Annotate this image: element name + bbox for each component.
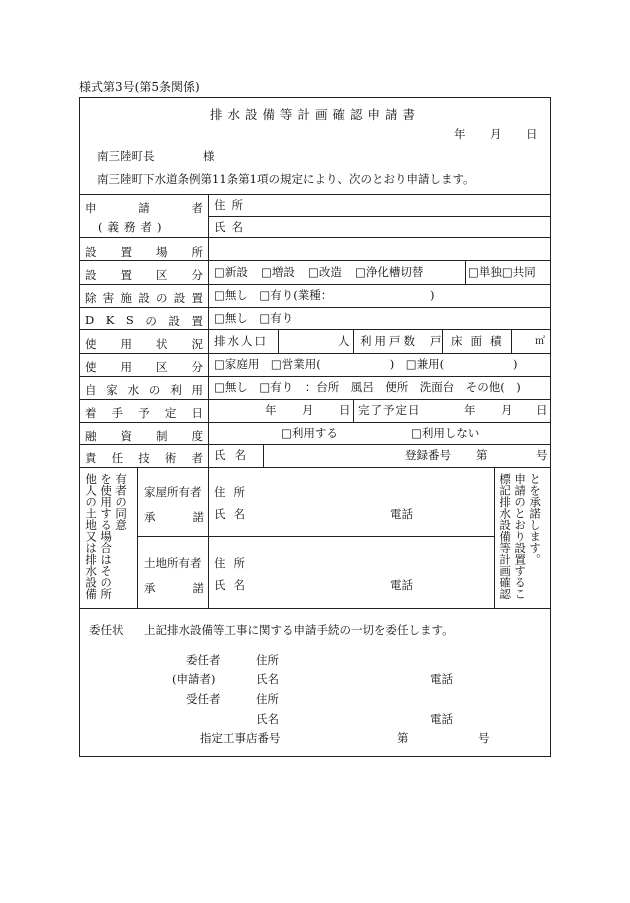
addressee-name: 南三陸町長 (97, 149, 155, 163)
land-owner-address: 住所 (214, 556, 253, 570)
house-owner-name: 氏名 (214, 507, 253, 521)
category-option-remodel[interactable]: □改造 (308, 265, 342, 279)
delegatee-label: 受任者 (186, 692, 221, 706)
completion-year: 年 (464, 403, 476, 417)
consent-left-col-3: 有者の同意 (114, 473, 129, 531)
form-number: 様式第3号(第5条関係) (79, 80, 200, 94)
engineer-label: 責 任 技 術 者 (85, 451, 203, 465)
consent-left-col-1: 他人の土地又は排水設備 (84, 473, 99, 600)
house-owner-address: 住所 (214, 485, 253, 499)
consent-right-col-3: とを承諾します。 (528, 473, 543, 565)
consent-left-col-2: を使用する場合はその所 (99, 473, 114, 600)
floor-area-label: 床面積 (451, 334, 510, 348)
delegator-address: 住所 (256, 653, 279, 667)
date-day: 日 (526, 127, 538, 141)
location-label: 設 置 場 所 (85, 245, 203, 259)
contractor-number-label: 指定工事店番号 (200, 731, 281, 745)
consent-right-col-1: 標記排水設備等計画確認 (498, 473, 513, 600)
engineer-reg-go: 号 (536, 448, 548, 462)
delegatee-phone: 電話 (430, 712, 453, 726)
intro-statement: 南三陸町下水道条例第11条第1項の規定により、次のとおり申請します。 (97, 172, 475, 186)
person-unit: 人 (338, 334, 350, 348)
category-option-new[interactable]: □新設 (214, 265, 248, 279)
delegator-label: 委任者 (186, 653, 221, 667)
usage-status-label: 使 用 状 況 (85, 337, 203, 351)
house-owner-phone: 電話 (390, 507, 413, 521)
applicant-paren-label: (申請者) (172, 672, 216, 686)
households-label: 利用戸数 (360, 334, 418, 348)
dks-value[interactable]: □無し □有り (214, 311, 294, 325)
engineer-reg-label: 登録番号 (405, 448, 451, 462)
category-label: 設 置 区 分 (85, 268, 203, 282)
completion-day: 日 (536, 403, 548, 417)
engineer-name-label: 氏名 (214, 448, 255, 462)
application-form (79, 97, 551, 757)
contractor-number-dai: 第 (397, 731, 409, 745)
category-option-septic[interactable]: □浄化槽切替 (355, 265, 424, 279)
date-year: 年 (454, 127, 466, 141)
category-option-expand[interactable]: □増設 (261, 265, 295, 279)
applicant-sub-label: (義務者) (98, 220, 167, 234)
applicant-label: 申 請 者 (85, 201, 203, 215)
drain-population-label: 排水人口 (214, 334, 268, 348)
well-water-value[interactable]: □無し □有り ：台所 風呂 便所 洗面台 その他( ) (214, 380, 521, 394)
delegation-statement: 上記排水設備等工事に関する申請手続の一切を委任します。 (144, 623, 454, 637)
land-owner-name: 氏名 (214, 578, 253, 592)
abatement-label: 除 害 施 設 の 設 置 (85, 291, 203, 305)
usage-type-value[interactable]: □家庭用 □営業用( ) □兼用( ) (214, 357, 518, 371)
well-water-label: 自 家 水 の 利 用 (85, 383, 203, 397)
form-title: 排水設備等計画確認申請書 (209, 107, 420, 122)
dks-label: D K S の 設 置 (85, 313, 203, 328)
applicant-name-label: 氏名 (214, 220, 249, 234)
household-unit: 戸 (430, 334, 442, 348)
start-day: 日 (339, 403, 351, 417)
consent-right-col-2: 申請のとおり設置するこ (513, 473, 528, 600)
addressee-honorific: 様 (203, 149, 215, 163)
start-month: 月 (302, 403, 314, 417)
date-month: 月 (490, 127, 502, 141)
area-unit: ㎡ (535, 336, 545, 347)
abatement-value[interactable]: □無し □有り(業種： ) (214, 288, 435, 302)
start-date-label: 着 手 予 定 日 (85, 406, 203, 420)
contractor-number-go: 号 (478, 731, 490, 745)
completion-month: 月 (501, 403, 513, 417)
delegatee-name: 氏名 (256, 712, 279, 726)
house-owner-consent: 承 諾 (144, 510, 204, 524)
land-owner-phone: 電話 (390, 578, 413, 592)
engineer-reg-dai: 第 (476, 448, 488, 462)
applicant-address-label: 住所 (214, 198, 249, 212)
financing-no-use[interactable]: □利用しない (411, 426, 480, 440)
category-option-single-shared[interactable]: □単独□共同 (468, 265, 536, 279)
usage-type-label: 使 用 区 分 (85, 360, 203, 374)
house-owner-label: 家屋所有者 (144, 485, 202, 499)
delegation-title: 委任状 (89, 623, 124, 637)
delegator-phone: 電話 (430, 672, 453, 686)
delegatee-address: 住所 (256, 692, 279, 706)
land-owner-consent: 承 諾 (144, 581, 204, 595)
land-owner-label: 土地所有者 (144, 556, 202, 570)
completion-date-label: 完了予定日 (358, 403, 421, 417)
financing-use[interactable]: □利用する (281, 426, 338, 440)
start-year: 年 (265, 403, 277, 417)
financing-label: 融 資 制 度 (85, 429, 203, 443)
delegator-name: 氏名 (256, 672, 279, 686)
